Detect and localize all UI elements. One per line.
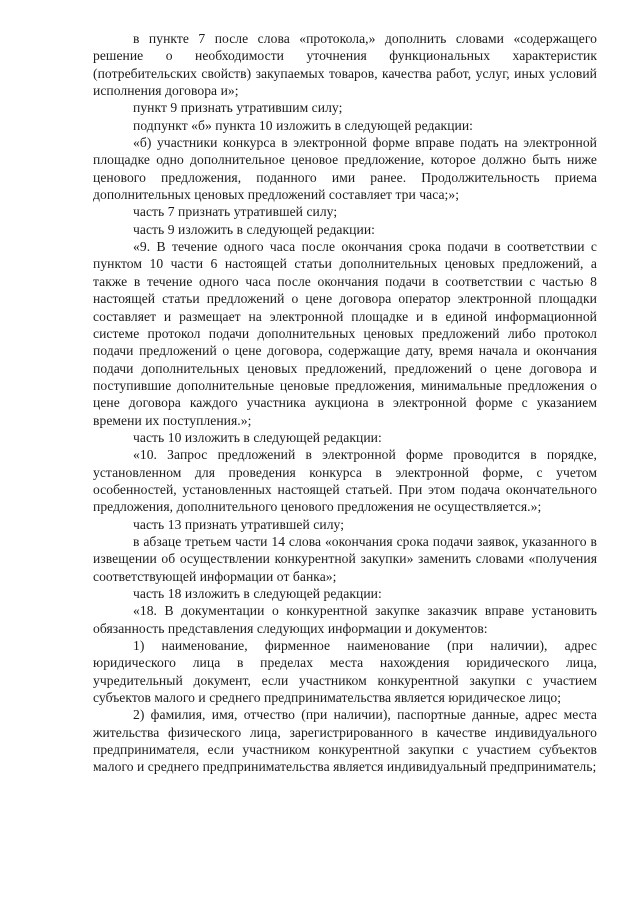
- paragraph-10: часть 13 признать утратившей силу;: [133, 516, 345, 532]
- paragraph-11: в абзаце третьем части 14 слова «окончания срока подачи заявок, указанного в извещении об осуществлении конкурентной закупки» заменить словами «получения соответствующей информации от банка»;: [93, 533, 597, 584]
- paragraph-14: 1) наименование, фирменное наименование (при наличии), адрес юридического лица в пределах места нахождения юридического лица, учредительный документ, если участником конкурентной закупки с участием субъектов малого и среднего предпринимательства является юридическое лицо;: [93, 638, 597, 706]
- paragraph-13: «18. В документации о конкурентной закупке заказчик вправе установить обязанность представления следующих информации и документов:: [93, 603, 597, 636]
- paragraph-8: часть 10 изложить в следующей редакции:: [133, 429, 382, 445]
- paragraph-4: «б) участники конкурса в электронной форме вправе подать на электронной площадке одно дополнительное ценовое предложение, которое должно быть ниже ценового предложения, поданного ими ранее. Продолжительность приема дополнительных ценовых предложений составляет три часа;»;: [93, 135, 597, 203]
- paragraph-1: в пункте 7 после слова «протокола,» дополнить словами «содержащего решение о необходимости уточнения функциональных характеристик (потребительских свойств) закупаемых товаров, качества работ, услуг, иных условий исполнения договора и»;: [93, 31, 597, 99]
- paragraph-6: часть 9 изложить в следующей редакции:: [133, 221, 375, 237]
- paragraph-15: 2) фамилия, имя, отчество (при наличии), паспортные данные, адрес места жительства физического лица, зарегистрированного в качестве индивидуального предпринимателя, если участником конкурентной закупки с участием субъектов малого и среднего предпринимательства является индивидуальный предприниматель;: [93, 707, 597, 775]
- paragraph-9: «10. Запрос предложений в электронной форме проводится в порядке, установленном для проведения конкурса в электронной форме, с учетом особенностей, установленных настоящей статьей. При этом подача окончательного предложения, дополнительного ценового предложения не осуществляется.»;: [93, 447, 597, 515]
- paragraph-2: пункт 9 признать утратившим силу;: [133, 100, 343, 116]
- paragraph-5: часть 7 признать утратившей силу;: [133, 204, 338, 220]
- paragraph-7: «9. В течение одного часа после окончания срока подачи в соответствии с пунктом 10 части 6 настоящей статьи дополнительных ценовых предложений, а также в течение одного часа после окончания подачи в соответствии с частью 8 настоящей статьи предложений о цене договора оператор электронной площадки составляет и размещает на электронной площадке и в единой информационной системе протокол подачи дополнительных ценовых предложений либо протокол подачи предложений о цене договора, содержащие дату, время начала и окончания подачи дополнительных ценовых предложений, предложений о цене договора и поступившие дополнительные ценовые предложения, минимальные предложения о цене договора каждого участника аукциона в электронной форме с указанием времени их поступления.»;: [93, 239, 597, 428]
- paragraph-12: часть 18 изложить в следующей редакции:: [133, 586, 382, 601]
- paragraph-3: подпункт «б» пункта 10 изложить в следующей редакции:: [133, 117, 473, 133]
